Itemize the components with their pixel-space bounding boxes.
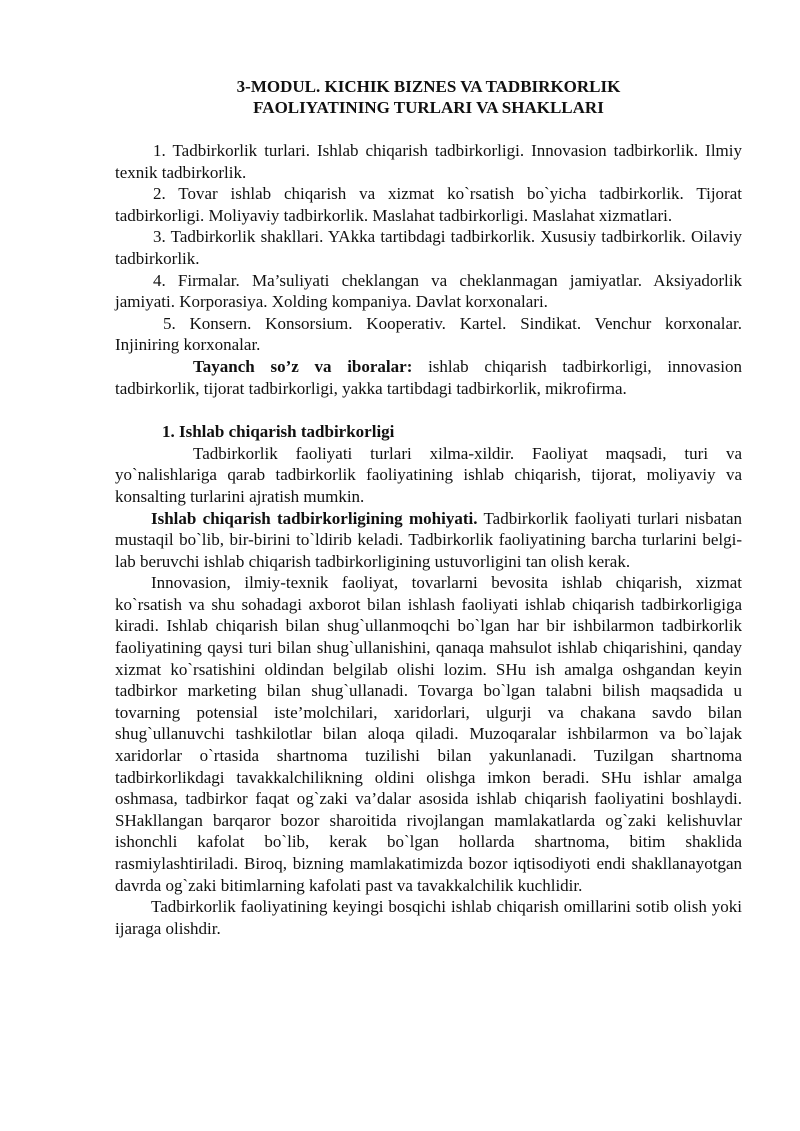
section-paragraph-2 <box>115 508 742 573</box>
outline-item-3: 3. Tadbirkorlik shakllari. YAkka tartibdagi tadbirkorlik. Xususiy tadbirkorlik. Oilaviy tadbirkorlik. <box>115 227 742 268</box>
section-heading: 1. Ishlab chiqarish tadbirkorligi <box>162 422 395 442</box>
section-paragraph-4: Tadbirkorlik faoliyatining keyingi bosqichi ishlab chiqarish omillarini sotib olish yoki ijaraga olishdir. <box>115 897 742 938</box>
paragraph-lead-bold: Ishlab chiqarish tadbirkorligining mohiyati. <box>151 508 478 528</box>
outline-item-1: 1. Tadbirkorlik turlari. Ishlab chiqarish tadbirkorligi. Innovasion tadbirkorlik. Ilmiy texnik tadbirkorlik. <box>115 141 742 182</box>
keywords-paragraph <box>115 356 742 399</box>
outline-item-2: 2. Tovar ishlab chiqarish va xizmat ko`rsatish bo`yicha tadbirkorlik. Tijorat tadbirkorligi. Moliyaviy tadbirkorlik. Maslahat tadbirkorligi. Maslahat xizmatlari. <box>115 184 742 225</box>
section-paragraph-1: Tadbirkorlik faoliyati turlari xilma-xildir. Faoliyat maqsadi, turi va yo`nalishlariga qarab tadbirkorlik faoliyatining ishlab chiqarish, tijorat, moliyaviy va konsalting turlarini ajratish mumkin. <box>115 443 742 506</box>
document-page <box>115 76 742 939</box>
keywords-label: Tayanch so’z va iboralar: <box>193 356 413 376</box>
outline-item-5: 5. Konsern. Konsorsium. Kooperativ. Kartel. Sindikat. Venchur korxonalar. Injiniring korxonalar. <box>115 313 742 355</box>
section-paragraph-3: Innovasion, ilmiy-texnik faoliyat, tovarlarni bevosita ishlab chiqarish, xizmat ko`rsatish va shu sohadagi axborot bilan ishlash faoliyati ishlab chiqarish tadbirkorligiga kiradi. Ishlab chiqarish bilan shug`ullanmoqchi bo`lgan har bir ishbilarmon tadbirkorlik faoliyatining qaysi turi bilan shug`ullanishini, qanaqa mahsulot ishlab chiqarishini, qanday xizmat ko`rsatishini oldindan belgilab olishi lozim. SHu ish amalga oshgandan keyin tadbirkor marketing bilan shug`ullanadi. Tovarga bo`lgan talabni bilish maqsadida u tovarning potensial iste’molchilari, xaridorlari, ulgurji va chakana savdo bilan shug`ullanuvchi tashkilotlar bilan aloqa qiladi. Muzoqaralar ishbilarmon va bo`lajak xaridorlar o`rtasida shartnoma tuzilishi bilan yakunlanadi. Tuzilgan shartnoma tadbirkorlikdagi tavakkalchilikning oldini olishga imkon beradi. SHu ishlar amalga oshmasa, tadbirkor faqat og`zaki va’dalar asosida ishlab chiqarish faoliyatini boshlaydi. SHakllangan barqaror bozor sharoitida rivojlangan mamlakatlarda og`zaki kelishuvlar ishonchli kafolat bo`lib, kerak bo`lgan hollarda shartnoma, bitim shaklida rasmiylashtiriladi. Biroq, bizning mamlakatimizda bozor iqtisodiyoti endi shakllanayotgan davrda og`zaki bitimlarning kafolati past va tavakkalchilik kuchlidir. <box>115 573 742 895</box>
paragraph-2-text: Tadbirkorlik faoliyati turlari nisbatan mustaqil bo`lib, bir-birini to`ldirib keladi. Tadbirkorlik faoliyatining barcha turlarini belgi-lab beruvchi ishlab chiqarish tadbirkorligining ustuvorligini tan olish kerak. <box>115 508 742 571</box>
module-title-line-1: 3-MODUL. KICHIK BIZNES VA TADBIRKORLIK <box>236 77 621 96</box>
spacer <box>115 399 742 421</box>
outline-item-4: 4. Firmalar. Ma’suliyati cheklangan va cheklanmagan jamiyatlar. Aksiyadorlik jamiyati. Korporasiya. Xolding kompaniya. Davlat korxonalari. <box>115 270 742 312</box>
module-title-line-2: FAOLIYATINING TURLARI VA SHAKLLARI <box>253 98 604 117</box>
keywords-text: ishlab chiqarish tadbirkorligi, innovasion tadbirkorlik, tijorat tadbirkorligi, yakka tartibdagi tadbirkorlik, mikrofirma. <box>115 356 742 398</box>
spacer <box>115 118 742 140</box>
